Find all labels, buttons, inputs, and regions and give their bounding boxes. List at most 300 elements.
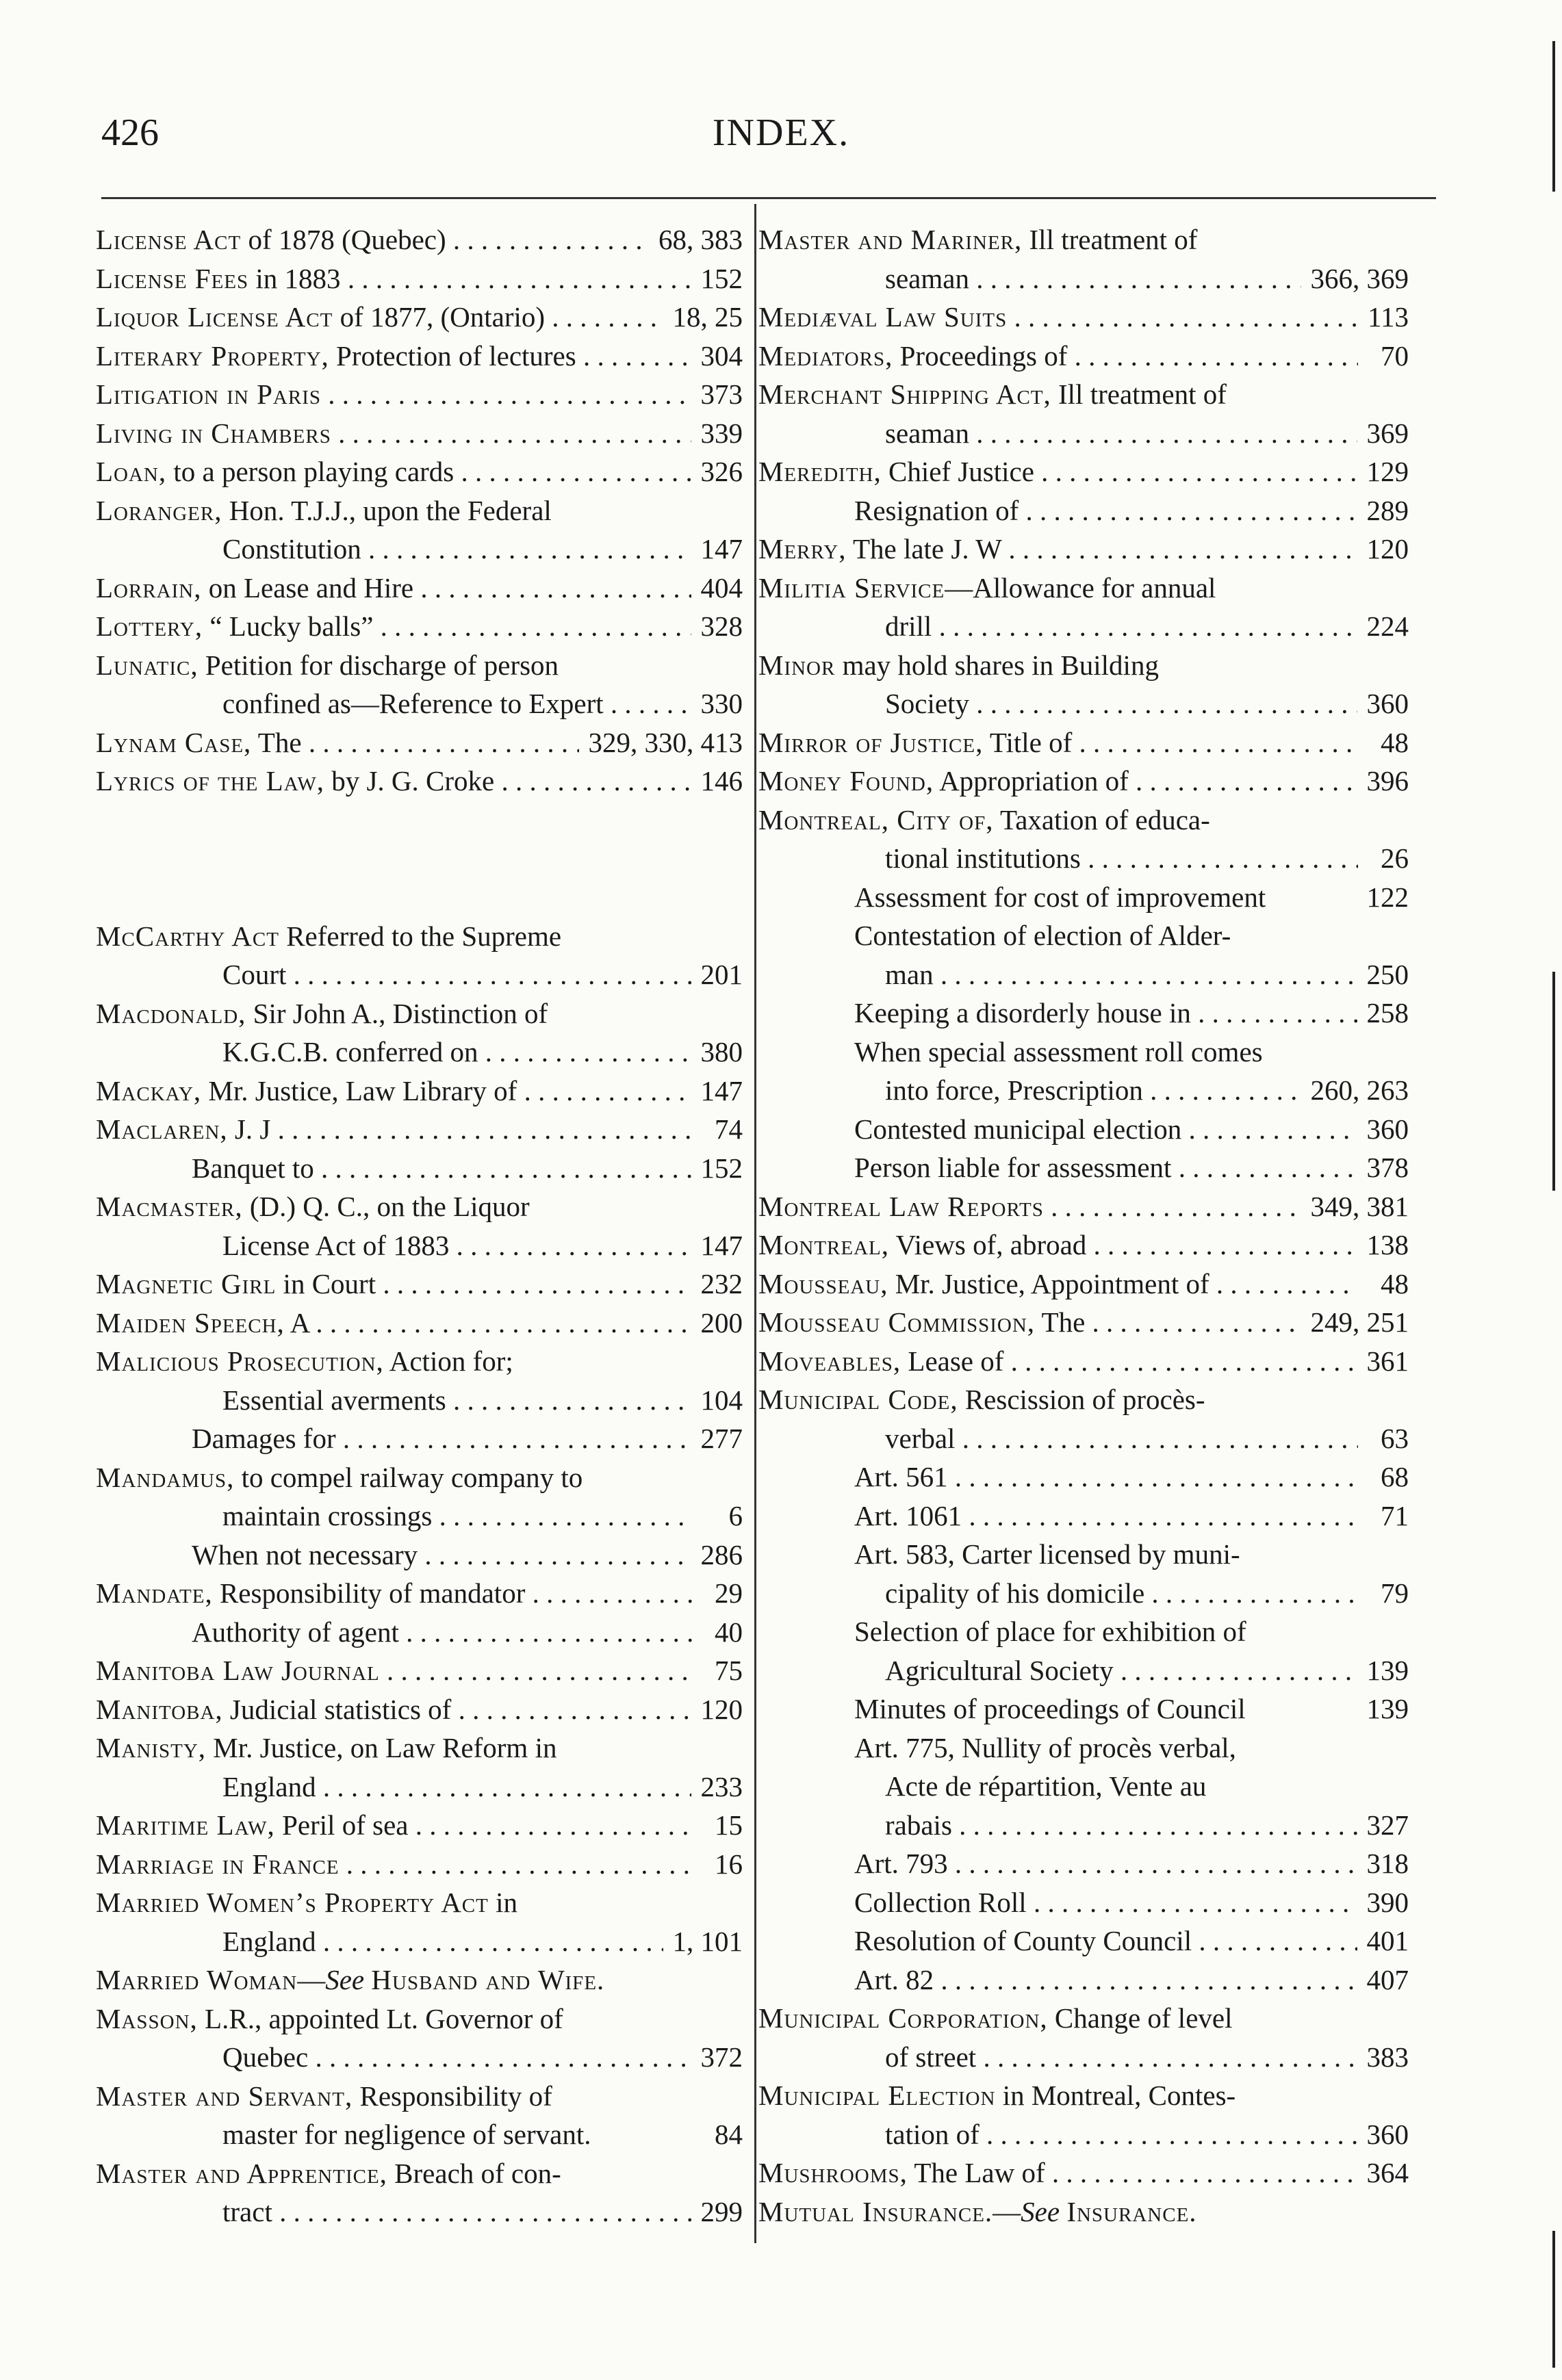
entry-detail: Minutes of proceedings of Council <box>854 1693 1246 1724</box>
entry-text <box>885 1806 1357 1845</box>
page-ref: 113 <box>1368 301 1409 333</box>
index-entry <box>758 646 1409 723</box>
entry-text <box>222 1922 663 1961</box>
index-entry <box>758 375 1409 452</box>
entry-line <box>758 1844 1409 1883</box>
index-entry <box>96 2000 743 2077</box>
page-ref: 339 <box>700 417 743 449</box>
index-entry <box>758 337 1409 376</box>
index-entry <box>96 259 743 298</box>
index-entry <box>758 1380 1409 1999</box>
entry-heading: Litigation in Paris <box>96 378 321 410</box>
entry-detail: confined as—Reference to Expert <box>222 688 604 719</box>
entry-detail: of 1878 (Quebec) <box>241 224 446 255</box>
entry-detail: Taxation of educa- <box>993 803 1210 836</box>
entry-detail: Selection of place for exhibition of <box>854 1616 1246 1647</box>
entry-heading: Mediators, <box>758 339 893 372</box>
entry-line <box>758 414 1409 453</box>
index-entry <box>96 994 743 1072</box>
entry-heading: Municipal Election <box>758 2080 996 2111</box>
entry-line <box>758 646 1409 685</box>
page-ref: 286 <box>700 1538 743 1570</box>
entry-detail: When special assessment roll comes <box>854 1035 1263 1068</box>
entry-line <box>96 1110 743 1149</box>
entry-text <box>192 1149 691 1188</box>
entry-heading: Mousseau, <box>758 1267 888 1299</box>
entry-text <box>192 1419 691 1458</box>
entry-text <box>96 1574 692 1613</box>
entry-heading: Magnetic Girl <box>96 1268 277 1299</box>
entry-line <box>96 2038 743 2077</box>
entry-detail: Acte de répartition, Vente au <box>885 1770 1207 1802</box>
entry-detail: The <box>251 726 302 758</box>
entry-detail: of street <box>885 2041 977 2073</box>
entry-text <box>854 491 1357 530</box>
entry-text <box>96 2154 692 2193</box>
entry-line <box>96 1342 743 1381</box>
entry-line <box>758 1767 1409 1806</box>
index-entry <box>758 1265 1409 1304</box>
page-number: 426 <box>101 112 159 154</box>
entry-text <box>854 878 1357 917</box>
entry-heading: Merchant Shipping Act, <box>758 378 1051 410</box>
entry-detail: — <box>297 1964 326 1995</box>
entry-text <box>96 1729 692 1768</box>
entry-detail: License Act of 1883 <box>222 1229 450 1261</box>
index-entry <box>96 1304 743 1343</box>
page-ref: 18, 25 <box>672 301 743 333</box>
entry-line <box>96 1149 743 1188</box>
entry-detail: L.R., appointed Lt. Governor of <box>197 2002 563 2034</box>
page-ref <box>1358 1535 1409 1574</box>
entry-line <box>758 1729 1409 1768</box>
entry-text <box>96 1458 692 1497</box>
entry-text <box>96 259 691 298</box>
entry-detail: Person liable for assessment <box>854 1152 1172 1183</box>
entry-line <box>96 1304 743 1343</box>
entry-detail: Constitution <box>222 533 361 565</box>
page-ref: 369 <box>1366 417 1409 449</box>
entry-detail: rabais <box>885 1809 952 1841</box>
page-edge-mark <box>1552 972 1555 1191</box>
entry-text <box>222 1381 691 1420</box>
entry-line <box>96 1536 743 1575</box>
entry-detail: Proceedings of <box>893 339 1068 372</box>
entry-text <box>758 452 1357 491</box>
entry-text <box>96 1304 691 1343</box>
index-entry <box>96 607 743 646</box>
page-ref <box>1358 801 1409 840</box>
entry-line <box>96 723 743 762</box>
entry-detail: Responsibility of mandator <box>212 1577 526 1609</box>
page-ref <box>692 1729 743 1768</box>
entry-heading: Master and Mariner, <box>758 224 1023 255</box>
entry-text <box>758 298 1358 337</box>
index-entry <box>758 2153 1409 2193</box>
entry-line <box>96 1574 743 1613</box>
entry-line <box>758 298 1409 337</box>
entry-detail: (D.) Q. C., on the Liquor <box>242 1191 530 1222</box>
entry-text <box>758 2153 1357 2193</box>
entry-detail: tract <box>222 2196 272 2227</box>
entry-heading: Liquor License Act <box>96 301 333 333</box>
entry-line <box>96 1922 743 1961</box>
page-ref: 26 <box>1381 842 1409 874</box>
entry-detail: Mr. Justice, on Law Reform in <box>206 1732 557 1763</box>
index-entry <box>96 646 743 723</box>
entry-heading: License Fees <box>96 262 249 294</box>
entry-heading: Lunatic, <box>96 649 199 681</box>
entry-heading: License Act <box>96 224 242 255</box>
entry-text <box>96 994 692 1033</box>
entry-detail: England <box>222 1770 316 1802</box>
page-ref <box>692 1342 743 1381</box>
entry-text <box>96 1187 692 1226</box>
page-ref: 68, 383 <box>658 224 743 255</box>
entry-detail: Quebec <box>222 2041 309 2073</box>
page-ref: 390 <box>1366 1886 1409 1918</box>
page-ref: 71 <box>1381 1499 1409 1531</box>
entry-text <box>96 375 691 414</box>
page-ref: 224 <box>1366 610 1409 642</box>
entry-detail: on Lease and Hire <box>201 571 414 604</box>
entry-line <box>758 2153 1409 2193</box>
entry-detail: in Court <box>276 1268 376 1299</box>
entry-text <box>96 491 692 530</box>
page-ref: 147 <box>700 1074 743 1107</box>
index-entry <box>96 1574 743 1651</box>
index-entry <box>758 220 1409 298</box>
entry-detail: in <box>488 1887 518 1918</box>
entry-detail: Mr. Justice, Appointment of <box>888 1267 1209 1299</box>
entry-detail: Contested municipal election <box>854 1113 1182 1145</box>
page-ref: 63 <box>1381 1422 1409 1454</box>
index-entry <box>96 2154 743 2232</box>
page-ref <box>692 1961 743 2000</box>
page-ref: 68 <box>1381 1461 1409 1492</box>
entry-text <box>192 1613 692 1652</box>
entry-text <box>758 530 1357 569</box>
entry-text <box>885 259 1301 298</box>
entry-line <box>758 762 1409 801</box>
entry-detail: Title of <box>983 726 1073 758</box>
entry-text <box>854 916 1358 955</box>
page-ref: 120 <box>700 1693 743 1725</box>
entry-text <box>758 762 1357 801</box>
entry-line <box>96 1806 743 1845</box>
page-ref: 258 <box>1366 997 1409 1029</box>
entry-line <box>758 1148 1409 1187</box>
entry-heading: Montreal, <box>758 1229 890 1260</box>
entry-heading: Money Found, <box>758 765 934 797</box>
entry-heading: Mirror of Justice, <box>758 726 984 758</box>
page-ref: 330 <box>700 688 743 719</box>
entry-detail: Art. 1061 <box>854 1499 962 1531</box>
index-entry <box>96 762 743 801</box>
entry-text <box>854 1535 1358 1574</box>
entry-text <box>96 917 692 956</box>
entry-heading: Mandamus, <box>96 1461 235 1493</box>
page-ref: 6 <box>728 1500 743 1531</box>
entry-text <box>96 1342 692 1381</box>
entry-line <box>758 2193 1409 2232</box>
entry-heading: Lynam Case, <box>96 726 252 758</box>
page-ref: 364 <box>1366 2157 1409 2188</box>
entry-text <box>96 1690 691 1729</box>
page-ref <box>1358 375 1409 414</box>
entry-heading: McCarthy Act <box>96 920 279 952</box>
entry-detail: tation of <box>885 2118 980 2150</box>
entry-heading: Macmaster, <box>96 1191 243 1222</box>
entry-line <box>758 2076 1409 2115</box>
entry-line <box>758 569 1409 608</box>
entry-line <box>96 1187 743 1226</box>
index-entry <box>96 723 743 762</box>
page-ref <box>1358 2076 1409 2115</box>
entry-line <box>758 1342 1409 1381</box>
index-entry <box>758 723 1409 762</box>
index-entry <box>758 1303 1409 1342</box>
entry-detail: drill <box>885 610 932 642</box>
page-ref: 260, 263 <box>1310 1074 1409 1106</box>
entry-line <box>758 2115 1409 2154</box>
page-ref <box>1358 220 1409 259</box>
entry-detail: cipality of his domicile <box>885 1577 1145 1609</box>
entry-text <box>854 1690 1357 1729</box>
entry-heading: Married Women’s Property Act <box>96 1887 489 1918</box>
entry-text <box>854 1458 1358 1497</box>
index-entry <box>758 2193 1409 2232</box>
entry-text <box>885 607 1357 646</box>
page-edge-mark <box>1552 2231 1555 2368</box>
page-ref: 139 <box>1366 1693 1409 1724</box>
index-entry <box>96 1845 743 1884</box>
entry-text <box>222 2038 691 2077</box>
page-ref: 75 <box>715 1655 743 1686</box>
entry-line <box>96 414 743 453</box>
entry-detail: Ill treatment of <box>1051 378 1227 410</box>
entry-line <box>758 1961 1409 2000</box>
entry-text <box>854 994 1357 1033</box>
entry-detail: —Allowance for annual <box>945 571 1216 604</box>
index-entry <box>758 530 1409 569</box>
index-entry <box>96 414 743 453</box>
entry-line <box>758 1380 1409 1419</box>
entry-line <box>96 2115 743 2154</box>
see-target: Insurance. <box>1066 2195 1197 2227</box>
entry-line <box>758 2038 1409 2077</box>
entry-line <box>96 1768 743 1807</box>
entry-text <box>96 452 691 491</box>
entry-heading: Manitoba, <box>96 1693 223 1725</box>
page-ref <box>1358 1612 1409 1651</box>
entry-text <box>885 1651 1357 1690</box>
page-ref: 329, 330, 413 <box>588 726 743 758</box>
index-entry <box>96 1187 743 1265</box>
entry-line <box>96 2154 743 2193</box>
page-ref: 407 <box>1366 1963 1409 1995</box>
entry-detail: — <box>993 2195 1021 2227</box>
page-ref: 327 <box>1366 1809 1409 1841</box>
entry-line <box>758 1806 1409 1845</box>
page-ref: 79 <box>1381 1577 1409 1609</box>
page-ref: 401 <box>1366 1925 1409 1956</box>
page-ref <box>692 2000 743 2039</box>
entry-detail: to a person playing cards <box>166 456 454 487</box>
entry-line <box>96 762 743 801</box>
entry-detail: Resignation of <box>854 494 1019 526</box>
page-ref: 326 <box>700 456 743 487</box>
entry-text <box>96 569 691 608</box>
see-reference: See <box>325 1964 365 1995</box>
entry-line <box>96 2077 743 2116</box>
index-entry <box>96 491 743 569</box>
page-ref <box>1358 1767 1409 1806</box>
entry-line <box>96 684 743 723</box>
entry-detail: Sir John A., Distinction of <box>246 997 548 1029</box>
entry-line <box>758 723 1409 762</box>
entry-line <box>758 1110 1409 1149</box>
entry-line <box>96 1033 743 1072</box>
entry-line <box>96 1729 743 1768</box>
entry-line <box>758 1922 1409 1961</box>
entry-detail: by J. G. Croke <box>324 765 495 797</box>
entry-heading: Marriage in France <box>96 1848 340 1880</box>
page-ref: 360 <box>1366 688 1409 719</box>
entry-heading: Meredith, <box>758 456 882 487</box>
entry-line <box>758 607 1409 646</box>
index-entry <box>96 2077 743 2154</box>
entry-text <box>96 2077 692 2116</box>
entry-heading: Montreal, City of, <box>758 803 994 836</box>
page-ref: 70 <box>1381 339 1409 372</box>
entry-line <box>758 684 1409 723</box>
index-entry <box>96 1690 743 1729</box>
entry-heading: Master and Servant, <box>96 2080 353 2112</box>
entry-text <box>758 2076 1358 2115</box>
entry-detail: Art. 775, Nullity of procès verbal, <box>854 1731 1236 1763</box>
entry-text <box>96 1883 692 1922</box>
page-ref: 366, 369 <box>1310 262 1409 294</box>
page-ref: 378 <box>1366 1152 1409 1183</box>
entry-heading: Manitoba Law Journal <box>96 1655 380 1686</box>
entry-line <box>758 1458 1409 1497</box>
entry-detail: Hon. T.J.J., upon the Federal <box>222 494 552 526</box>
entry-line <box>758 1651 1409 1690</box>
entry-text <box>854 1883 1357 1922</box>
entry-text <box>758 1380 1358 1419</box>
page-ref: 289 <box>1366 494 1409 526</box>
entry-line <box>758 1303 1409 1342</box>
entry-heading: Master and Apprentice, <box>96 2157 387 2189</box>
entry-line <box>96 452 743 491</box>
entry-detail: Banquet to <box>192 1152 314 1184</box>
entry-line <box>96 955 743 994</box>
entry-text <box>96 220 649 259</box>
index-entry <box>758 1999 1409 2076</box>
page-ref <box>1358 916 1409 955</box>
page-ref: 249, 251 <box>1310 1306 1409 1338</box>
entry-line <box>758 1187 1409 1226</box>
entry-detail: Art. 793 <box>854 1848 948 1879</box>
entry-detail: Keeping a disorderly house in <box>854 997 1191 1029</box>
entry-detail: Views of, abroad <box>889 1229 1087 1260</box>
page-ref: 48 <box>1381 726 1409 758</box>
entry-detail: Action for; <box>383 1345 513 1377</box>
entry-text <box>758 337 1358 376</box>
entry-detail: Judicial statistics of <box>222 1693 452 1725</box>
entry-detail: Damages for <box>192 1423 336 1454</box>
index-column-right <box>758 220 1409 2231</box>
page-ref: 233 <box>700 1770 743 1802</box>
entry-detail: Collection Roll <box>854 1886 1027 1918</box>
entry-text <box>758 1226 1357 1265</box>
entry-line <box>96 646 743 685</box>
index-entry <box>96 917 743 994</box>
page-ref: 84 <box>715 2119 743 2150</box>
entry-detail: tional institutions <box>885 842 1081 874</box>
page-ref <box>692 1458 743 1497</box>
page-ref: 146 <box>700 765 743 797</box>
entry-detail: Society <box>885 688 969 719</box>
entry-heading: Loan, <box>96 456 167 487</box>
entry-heading: Lottery, <box>96 610 203 642</box>
entry-heading: Mutual Insurance. <box>758 2195 993 2227</box>
page-ref: 29 <box>715 1577 743 1609</box>
entry-heading: Lorrain, <box>96 571 202 604</box>
entry-line <box>96 1690 743 1729</box>
entry-detail: Responsibility of <box>353 2080 552 2112</box>
page-ref: 404 <box>700 571 743 604</box>
entry-detail: man <box>885 958 934 990</box>
entry-text <box>758 1187 1301 1226</box>
page-ref: 104 <box>700 1384 743 1416</box>
entry-heading: Lyrics of the Law, <box>96 765 324 797</box>
entry-text <box>885 2038 1357 2077</box>
see-reference: See <box>1021 2195 1060 2227</box>
entry-line <box>96 569 743 608</box>
entry-line <box>758 1535 1409 1574</box>
entry-line <box>96 337 743 376</box>
entry-text <box>96 762 691 801</box>
entry-detail: K.G.C.B. conferred on <box>222 1036 478 1068</box>
entry-detail: may hold shares in Building <box>835 649 1159 681</box>
entry-line <box>758 491 1409 530</box>
page-ref <box>692 917 743 956</box>
entry-line <box>758 337 1409 376</box>
entry-heading: Minor <box>758 649 836 681</box>
entry-line <box>96 1381 743 1420</box>
entry-line <box>758 1690 1409 1729</box>
entry-line <box>96 1458 743 1497</box>
entry-text <box>885 1767 1358 1806</box>
entry-line <box>758 452 1409 491</box>
entry-heading: Merry, <box>758 533 847 565</box>
entry-line <box>758 1574 1409 1613</box>
entry-text <box>758 646 1358 685</box>
entry-text <box>96 1265 691 1304</box>
index-column-left <box>96 220 743 2232</box>
entry-detail: Peril of sea <box>274 1809 409 1841</box>
entry-detail: Essential averments <box>222 1384 446 1416</box>
entry-text <box>758 723 1358 762</box>
entry-line <box>758 1497 1409 1536</box>
entry-line <box>758 1612 1409 1651</box>
entry-line <box>96 1497 743 1536</box>
entry-text <box>96 1651 692 1690</box>
entry-text <box>222 2193 691 2232</box>
entry-text <box>222 2115 692 2154</box>
